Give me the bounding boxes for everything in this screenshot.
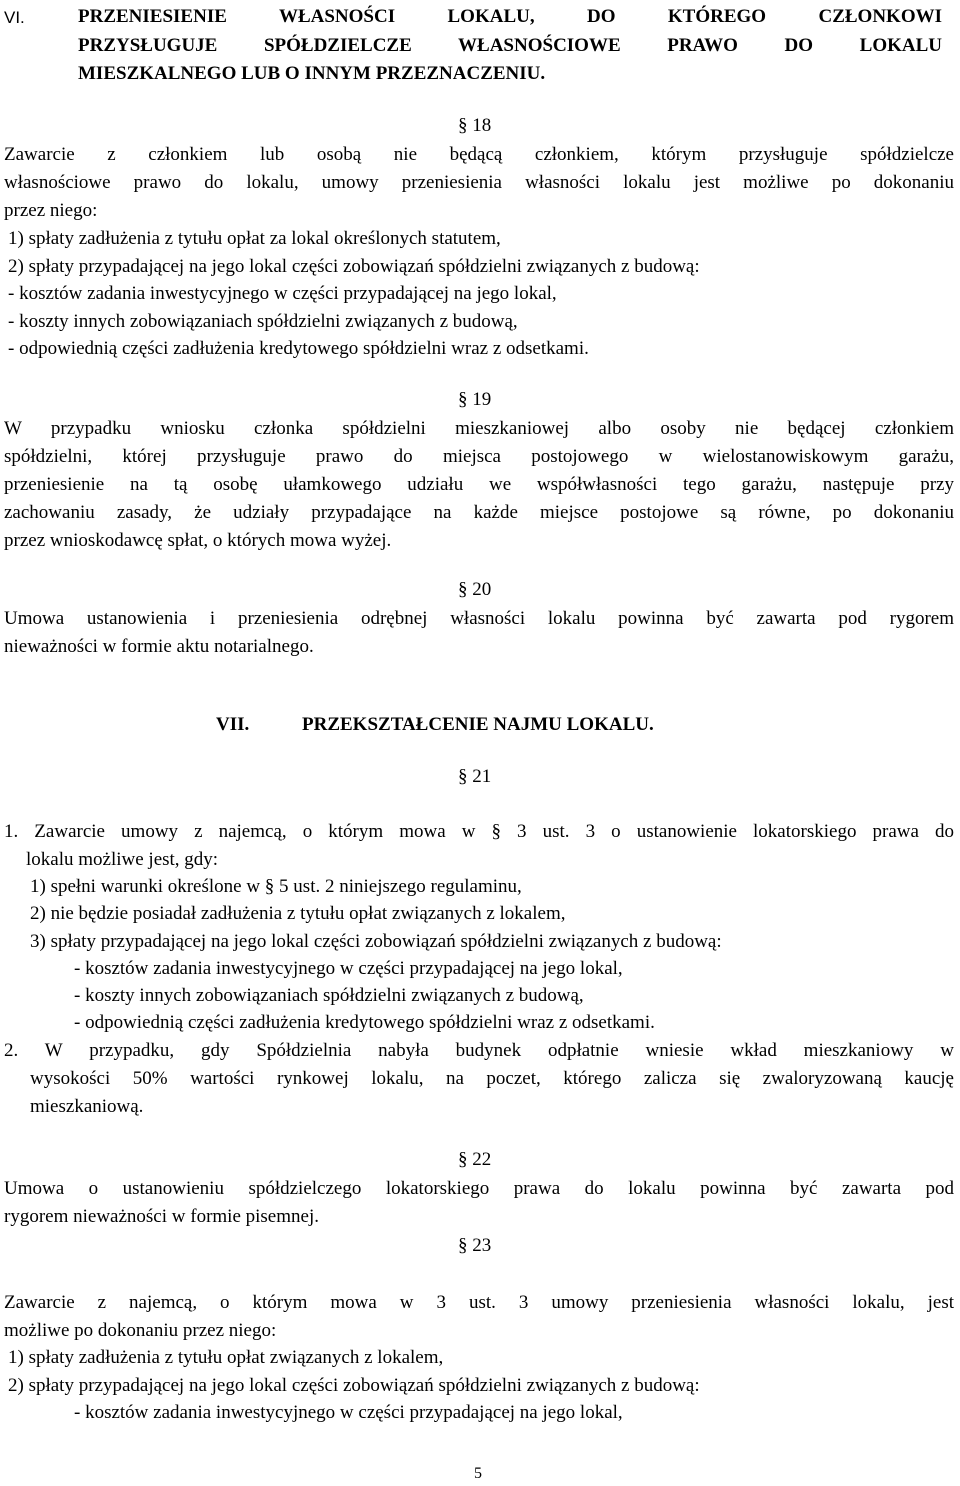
section-number: VI. <box>4 8 25 27</box>
paragraph-heading: § 23 <box>458 1235 492 1256</box>
section-title: PRZEKSZTAŁCENIE NAJMU LOKALU. <box>302 714 654 735</box>
paragraph-heading: § 21 <box>458 766 492 787</box>
sub-list-item: - koszty innych zobowiązaniach spółdzielni związanych z budową, <box>74 985 584 1006</box>
paragraph-heading: § 19 <box>458 389 492 410</box>
section-title-line: PRZYSŁUGUJE SPÓŁDZIELCZE WŁASNOŚCIOWE PRAWO DO LOKALU <box>78 35 942 56</box>
body-text-line: Zawarcie z członkiem lub osobą nie będącą członkiem, którym przysługuje spółdzielcze <box>4 144 954 165</box>
body-text-line: Umowa o ustanowieniu spółdzielczego lokatorskiego prawa do lokalu powinna być zawarta pod <box>4 1178 954 1199</box>
body-text-line: przez wnioskodawcę spłat, o których mowa wyżej. <box>4 530 392 551</box>
body-text-line: nieważności w formie aktu notarialnego. <box>4 636 314 657</box>
paragraph-heading: § 18 <box>458 115 492 136</box>
list-item: 1) spłaty zadłużenia z tytułu opłat związanych z lokalem, <box>8 1347 444 1368</box>
list-item: 2) nie będzie posiadał zadłużenia z tytułu opłat związanych z lokalem, <box>30 903 566 924</box>
sub-list-item: - odpowiednią części zadłużenia kredytowego spółdzielni wraz z odsetkami. <box>74 1012 655 1033</box>
body-text-line: 1. Zawarcie umowy z najemcą, o którym mowa w § 3 ust. 3 o ustanowienie lokatorskiego prawa do <box>4 821 954 842</box>
sub-list-item: - koszty innych zobowiązaniach spółdzielni związanych z budową, <box>8 311 518 332</box>
body-text-line: mieszkaniową. <box>30 1096 144 1117</box>
body-text-line: W przypadku wniosku członka spółdzielni mieszkaniowej albo osoby nie będącej członkiem <box>4 418 954 439</box>
paragraph-heading: § 22 <box>458 1149 492 1170</box>
list-item: 1) spełni warunki określone w § 5 ust. 2 niniejszego regulaminu, <box>30 876 522 897</box>
body-text-line: lokalu możliwe jest, gdy: <box>26 849 219 870</box>
section-title-line: PRZENIESIENIE WŁASNOŚCI LOKALU, DO KTÓREGO CZŁONKOWI <box>78 6 942 27</box>
sub-list-item: - kosztów zadania inwestycyjnego w części przypadającej na jego lokal, <box>8 283 557 304</box>
body-text-line: przeniesienie na tą osobę ułamkowego udziału we współwłasności tego garażu, następuje przy <box>4 474 954 495</box>
page-number: 5 <box>474 1465 482 1482</box>
sub-list-item: - odpowiednią części zadłużenia kredytowego spółdzielni wraz z odsetkami. <box>8 338 589 359</box>
body-text-line: przez niego: <box>4 200 98 221</box>
body-text-line: własnościowe prawo do lokalu, umowy przeniesienia własności lokalu jest możliwe po dokonaniu <box>4 172 954 193</box>
body-text-line: spółdzielni, której przysługuje prawo do miejsca postojowego w wielostanowiskowym garażu, <box>4 446 954 467</box>
list-item: 3) spłaty przypadającej na jego lokal części zobowiązań spółdzielni związanych z budową: <box>30 931 722 952</box>
body-text-line: wysokości 50% wartości rynkowej lokalu, na poczet, którego zalicza się zwaloryzowaną kaucję <box>30 1068 954 1089</box>
body-text-line: możliwe po dokonaniu przez niego: <box>4 1320 277 1341</box>
list-item: 2) spłaty przypadającej na jego lokal części zobowiązań spółdzielni związanych z budową: <box>8 256 700 277</box>
sub-list-item: - kosztów zadania inwestycyjnego w części przypadającej na jego lokal, <box>74 1402 623 1423</box>
list-item: 2) spłaty przypadającej na jego lokal części zobowiązań spółdzielni związanych z budową: <box>8 1375 700 1396</box>
body-text-line: Umowa ustanowienia i przeniesienia odrębnej własności lokalu powinna być zawarta pod rygorem <box>4 608 954 629</box>
body-text-line: zachowaniu zasady, że udziały przypadające na każde miejsce postojowe są równe, po dokonaniu <box>4 502 954 523</box>
body-text-line: rygorem nieważności w formie pisemnej. <box>4 1206 319 1227</box>
list-item: 1) spłaty zadłużenia z tytułu opłat za lokal określonych statutem, <box>8 228 501 249</box>
sub-list-item: - kosztów zadania inwestycyjnego w części przypadającej na jego lokal, <box>74 958 623 979</box>
section-title-line: MIESZKALNEGO LUB O INNYM PRZEZNACZENIU. <box>78 63 546 84</box>
body-text-line: Zawarcie z najemcą, o którym mowa w 3 ust. 3 umowy przeniesienia własności lokalu, jest <box>4 1292 954 1313</box>
section-number: VII. <box>216 714 250 735</box>
body-text-line: 2. W przypadku, gdy Spółdzielnia nabyła budynek odpłatnie wniesie wkład mieszkaniowy w <box>4 1040 954 1061</box>
paragraph-heading: § 20 <box>458 579 492 600</box>
